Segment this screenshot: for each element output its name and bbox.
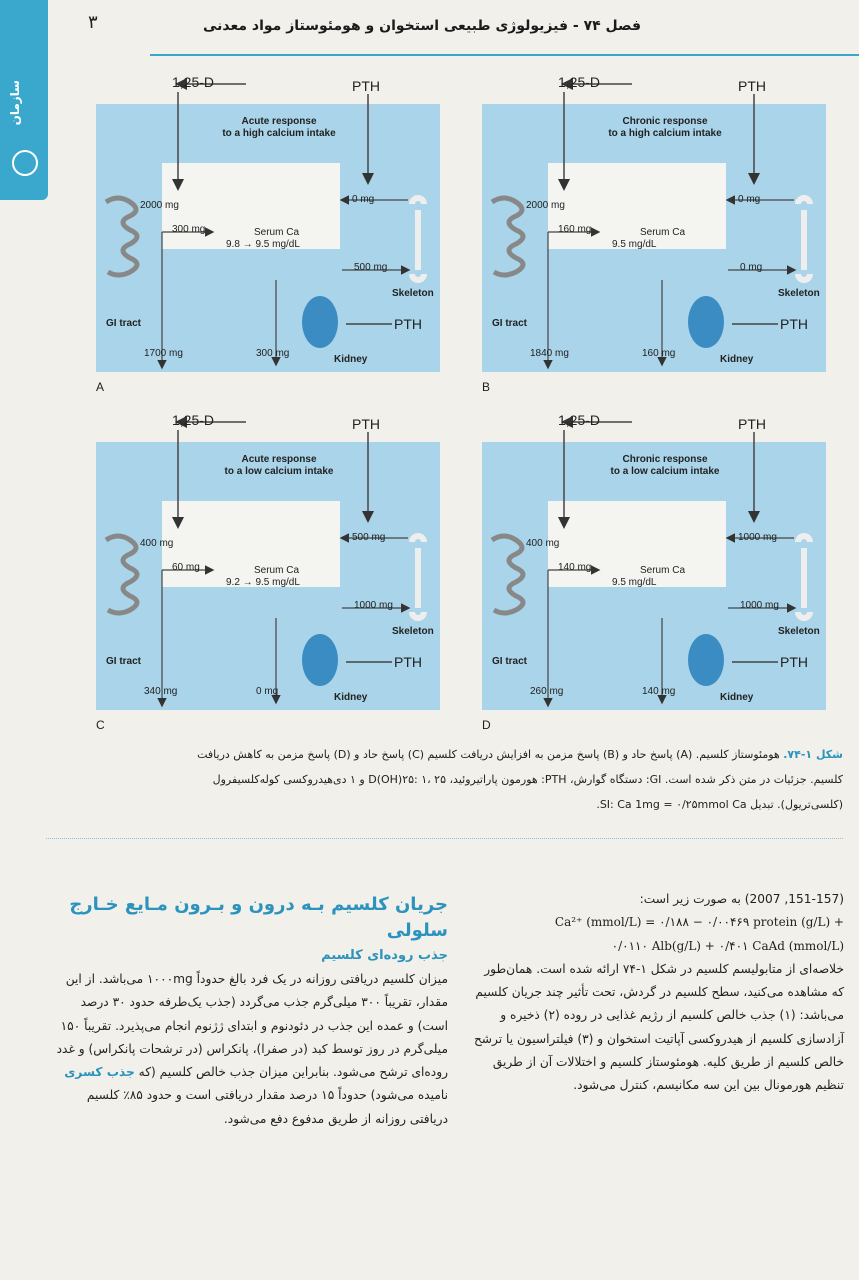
panel-title	[204, 454, 354, 478]
bone-deposit-label: 0 mg	[740, 262, 763, 273]
bone-release-label: 1000 mg	[738, 532, 777, 543]
absorbed-label: 140 mg	[558, 562, 592, 573]
right-text-column	[470, 888, 844, 1098]
panel-letter: B	[482, 380, 491, 394]
caption-text-3: (کلسی‌تریول). تبدیل SI: Ca 1mg = ۰/۲۵mmol Ca.	[596, 798, 843, 811]
bone-release-label: 0 mg	[352, 194, 375, 205]
gi-tract-label: GI tract	[106, 318, 142, 329]
absorbed-label: 160 mg	[558, 224, 592, 235]
bone-release-label: 0 mg	[738, 194, 761, 205]
serum-value-label: 9.2 → 9.5 mg/dL	[226, 577, 300, 588]
urine-label: 160 mg	[642, 348, 676, 359]
pth-top-label: PTH	[352, 416, 380, 432]
panel-title-line-2: to a high calcium intake	[608, 128, 722, 139]
panel-title	[590, 116, 740, 140]
intake-label: 400 mg	[140, 538, 174, 549]
caption-text-1: هومئوستاز کلسیم. (A) پاسخ حاد و (B) پاسخ مزمن به افزایش دریافت کلسیم (C) پاسخ حاد و (D) پاسخ مزمن به کاهش دریافت	[197, 748, 784, 761]
figure-caption	[46, 742, 843, 817]
bone-icon	[412, 198, 424, 280]
skeleton-label: Skeleton	[778, 288, 820, 299]
vitd-label: 1,25-D	[558, 412, 601, 428]
kidney-label: Kidney	[720, 354, 754, 365]
bone-deposit-label: 500 mg	[354, 262, 388, 273]
absorbed-label: 300 mg	[172, 224, 206, 235]
panel-title	[204, 116, 354, 140]
panel-title-line-1: Acute response	[241, 116, 317, 127]
urine-label: 0 mg	[256, 686, 279, 697]
serum-label: Serum Ca	[254, 565, 300, 576]
caption-text-2: کلسیم. جزئیات در متن ذکر شده است. GI: دستگاه گوارش، PTH: هورمون پاراتیروئید، D(OH)۲۵: ۱، ۲۵ و ۱ دی‌هیدروکسی کوله‌کلسیفرول	[212, 773, 843, 786]
page-number: ۳	[88, 12, 98, 33]
skeleton-label: Skeleton	[392, 626, 434, 637]
intestine-icon	[492, 198, 523, 275]
bone-release-label: 500 mg	[352, 532, 386, 543]
panel-title-line-2: to a low calcium intake	[610, 466, 720, 477]
header-rule	[150, 54, 859, 56]
gi-tract-label: GI tract	[492, 656, 528, 667]
kidney-label: Kidney	[720, 692, 754, 703]
serum-label: Serum Ca	[640, 565, 686, 576]
urine-label: 140 mg	[642, 686, 676, 697]
fecal-label: 260 mg	[530, 686, 564, 697]
side-tab	[0, 0, 48, 200]
intake-label: 2000 mg	[140, 200, 179, 211]
kidney-icon	[302, 296, 338, 348]
equation-line-2: ۰/۰۱۱۰ Alb(g/L) + ۰/۴۰۱ CaAd (mmol/L)	[611, 938, 844, 953]
kidney-icon	[688, 634, 724, 686]
bone-icon	[798, 198, 810, 280]
fecal-label: 1700 mg	[144, 348, 183, 359]
skeleton-label: Skeleton	[778, 626, 820, 637]
kidney-label: Kidney	[334, 692, 368, 703]
chapter-header: فصل ۷۴ - فیزیولوژی طبیعی استخوان و هومئوستاز مواد معدنی	[202, 18, 641, 34]
gi-tract-label: GI tract	[106, 656, 142, 667]
equation-line-1: Ca²⁺ (mmol/L) = ۰/۱۸۸ − ۰/۰۰۴۶۹ protein (g/L) +	[554, 915, 844, 930]
pth-side-label: PTH	[780, 316, 808, 332]
bone-icon	[412, 536, 424, 618]
kidney-icon	[688, 296, 724, 348]
intestine-icon	[106, 536, 137, 613]
panel-letter: D	[482, 718, 491, 732]
serum-label: Serum Ca	[254, 227, 300, 238]
pth-top-label: PTH	[352, 78, 380, 94]
panel-title-line-2: to a high calcium intake	[222, 128, 336, 139]
intestine-icon	[106, 198, 137, 275]
serum-value-label: 9.5 mg/dL	[612, 239, 657, 250]
bone-deposit-label: 1000 mg	[354, 600, 393, 611]
vitd-label: 1,25-D	[172, 74, 215, 90]
section-title: جریان کلسیم بـه درون و بـرون مـایع خـارج سلولی	[69, 894, 448, 941]
intake-label: 400 mg	[526, 538, 560, 549]
pth-top-label: PTH	[738, 78, 766, 94]
fractional-absorption-term: جذب کسری	[64, 1065, 135, 1080]
intake-label: 2000 mg	[526, 200, 565, 211]
panel-c	[96, 410, 440, 744]
intro-line: (151-157, 2007) به صورت زیر است:	[639, 892, 844, 906]
sub-title: جذب روده‌ای کلسیم	[321, 948, 448, 963]
caption-divider	[46, 838, 843, 839]
pth-top-label: PTH	[738, 416, 766, 432]
pth-side-label: PTH	[780, 654, 808, 670]
panel-title-line-1: Acute response	[241, 454, 317, 465]
kidney-icon	[302, 634, 338, 686]
panel-letter: A	[96, 380, 105, 394]
panel-letter: C	[96, 718, 105, 732]
serum-label: Serum Ca	[640, 227, 686, 238]
pth-side-label: PTH	[394, 316, 422, 332]
panel-a	[96, 72, 440, 406]
urine-label: 300 mg	[256, 348, 290, 359]
serum-value-label: 9.5 mg/dL	[612, 577, 657, 588]
absorption-paragraph	[50, 968, 448, 1131]
gi-tract-label: GI tract	[492, 318, 528, 329]
serum-value-label: 9.8 → 9.5 mg/dL	[226, 239, 300, 250]
vitd-label: 1,25-D	[172, 412, 215, 428]
side-tab-label: سازمان	[8, 80, 22, 126]
pth-side-label: PTH	[394, 654, 422, 670]
panel-title-line-2: to a low calcium intake	[224, 466, 334, 477]
panel-b	[482, 72, 826, 406]
bone-icon	[798, 536, 810, 618]
vitd-label: 1,25-D	[558, 74, 601, 90]
panel-title-line-1: Chronic response	[622, 454, 708, 465]
caption-label: شکل ۱-۷۴.	[783, 748, 843, 761]
panel-d	[482, 410, 826, 744]
fecal-label: 1840 mg	[530, 348, 569, 359]
bone-deposit-label: 1000 mg	[740, 600, 779, 611]
absorption-text-1: میزان کلسیم دریافتی روزانه در یک فرد بالغ حدوداً ۱۰۰۰mg می‌باشد. از این مقدار، تقریباً ۳۰۰ میلی‌گرم جذب می‌گردد (جذب یک‌طرفه حدود ۳۰ درصد است) و عمده این جذب در دئودنوم و ابتدای ژژنوم انجام می‌پذیرد. تقریباً ۱۵۰ میلی‌گرم در روز توسط کبد (در صفرا)، پانکراس (در ترشحات پانکراس) و غدد روده‌ای ترشح می‌شود. بنابراین میزان جذب خالص کلسیم (که	[56, 972, 448, 1080]
side-tab-logo-icon	[12, 150, 38, 176]
left-text-column	[50, 892, 448, 1131]
fecal-label: 340 mg	[144, 686, 178, 697]
skeleton-label: Skeleton	[392, 288, 434, 299]
kidney-label: Kidney	[334, 354, 368, 365]
absorbed-label: 60 mg	[172, 562, 200, 573]
absorption-text-2: نامیده می‌شود) حدوداً ۱۵ درصد مقدار دریافتی است و حدود ۸۵٪ کلسیم دریافتی روزانه از طریق مدفوع دفع می‌شود.	[86, 1088, 448, 1126]
panel-title-line-1: Chronic response	[622, 116, 708, 127]
metabolism-paragraph: خلاصه‌ای از متابولیسم کلسیم در شکل ۱-۷۴ ارائه شده است. همان‌طور که مشاهده می‌کنید، سطح کلسیم در گردش، تحت تأثیر چند جریان کلسیم می‌باشد: (۱) جذب خالص کلسیم از رژیم غذایی در روده (۲) ذخیره و آزادسازی کلسیم از هیدروکسی آپاتیت استخوان و (۳) فیلتراسیون یا ترشح خالص کلسیم از طریق کلیه. هومئوستاز کلسیم و اختلالات آن از طریق تنظیم هورمونال بین این سه مکانیسم، کنترل می‌شود.	[473, 961, 844, 1093]
intestine-icon	[492, 536, 523, 613]
panel-title	[590, 454, 740, 478]
